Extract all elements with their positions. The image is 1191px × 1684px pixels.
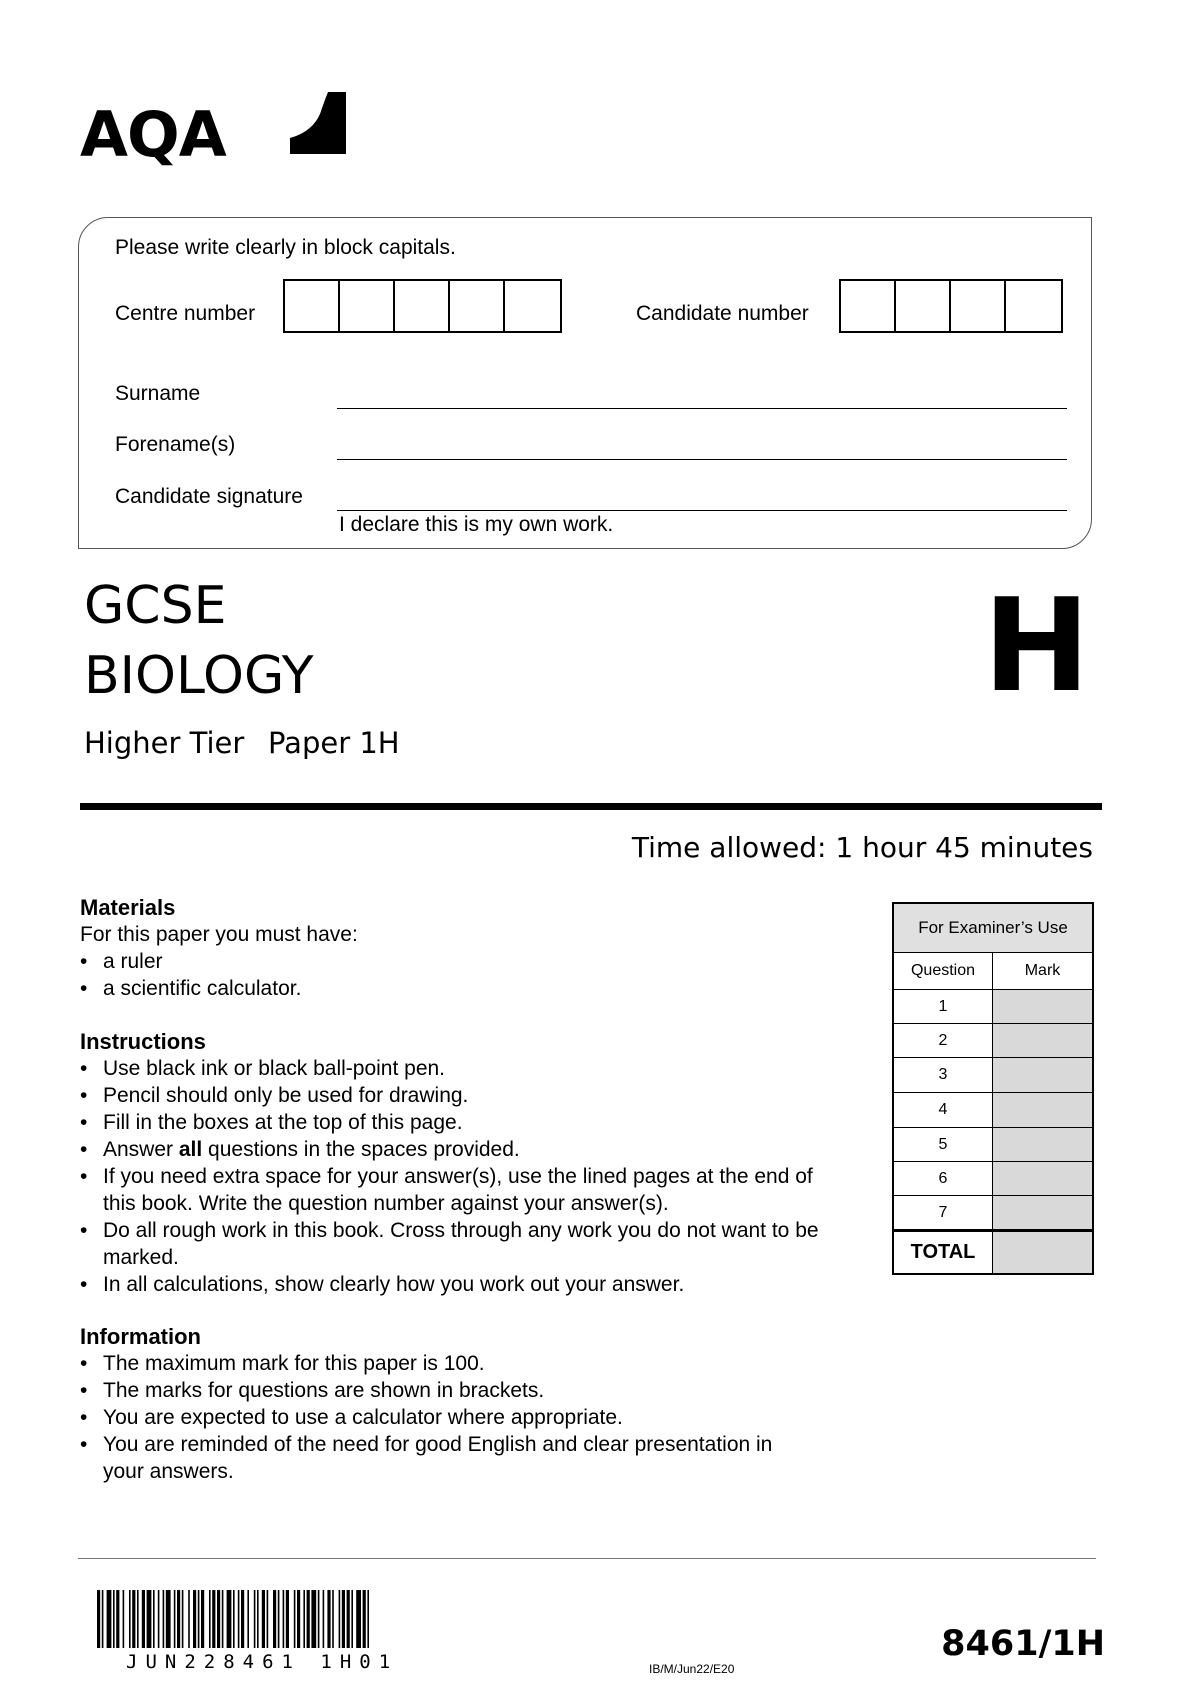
paper-code: 8461/1H [941,1624,1105,1664]
barcode-bar [107,1590,112,1648]
barcode-bar [351,1590,353,1648]
table-row [894,1162,1092,1196]
barcode-bar [188,1590,190,1648]
barcode-bar [311,1590,316,1648]
digit-box[interactable] [896,281,951,331]
barcode-bar [294,1590,296,1648]
barcode-text: JUN228461 1H01 [126,1651,399,1673]
barcode-bar [116,1590,119,1648]
barcode-bar [209,1590,211,1648]
barcode-bar [97,1590,100,1648]
barcode-bar [233,1590,235,1648]
declaration-text: I declare this is my own work. [339,513,614,536]
digit-box[interactable] [1006,281,1061,331]
information-item: • The marks for questions are shown in brackets. [80,1377,880,1404]
mark-cell[interactable] [993,1058,1092,1092]
digit-box[interactable] [951,281,1006,331]
candidate-details-box [78,217,1092,549]
barcode-bar [367,1590,369,1648]
mark-cell[interactable] [993,1024,1092,1057]
question-number: 5 [894,1128,993,1161]
paper-label: Paper 1H [268,726,400,760]
barcode-bar [307,1590,310,1648]
barcode-bar [182,1590,184,1648]
instruction-item: • In all calculations, show clearly how you work out your answer. [80,1271,870,1298]
barcode-bar [193,1590,196,1648]
barcode-bar [254,1590,256,1648]
table-row [894,1058,1092,1093]
barcode-bar [222,1590,224,1648]
barcode-bar [132,1590,135,1648]
question-number: 1 [894,990,993,1023]
barcode-bar [201,1590,204,1648]
barcode-bar [217,1590,220,1648]
instructions-section [80,1028,870,1298]
barcode-bar [283,1590,285,1648]
surname-label: Surname [115,382,201,405]
barcode-bar [356,1590,361,1648]
barcode-bar [286,1590,289,1648]
total-label: TOTAL [894,1232,993,1273]
digit-box[interactable] [285,281,340,331]
barcode-bar [153,1590,155,1648]
paper-reference: IB/M/Jun22/E20 [649,1662,735,1676]
barcode-bar [166,1590,171,1648]
barcode-bar [247,1590,249,1648]
mark-cell[interactable] [993,1162,1092,1195]
barcode-bar [241,1590,244,1648]
tier-label: Higher Tier [84,726,245,760]
tier-letter: H [983,572,1091,721]
barcode-bar [323,1590,325,1648]
table-row [894,1024,1092,1058]
centre-number-label: Centre number [115,302,256,325]
barcode-bar [198,1590,200,1648]
digit-box[interactable] [395,281,450,331]
barcode-bar [273,1590,276,1648]
mark-cell[interactable] [993,1196,1092,1229]
barcode-bar [267,1590,269,1648]
digit-box[interactable] [841,281,896,331]
examiner-use-table [892,902,1094,1275]
examiner-table-header-row [894,953,1092,990]
mark-cell[interactable] [993,1093,1092,1127]
examiner-table-heading: For Examiner’s Use [894,904,1092,953]
question-number: 2 [894,1024,993,1057]
barcode-bar [297,1590,300,1648]
table-row [894,990,1092,1024]
total-row [894,1230,1092,1273]
information-section [80,1323,880,1485]
instruction-item: • Answer all questions in the spaces provided. [80,1136,870,1163]
barcode-bar [332,1590,334,1648]
barcode-bar [342,1590,345,1648]
aqa-logo [80,92,350,192]
information-item: • The maximum mark for this paper is 100. [80,1350,880,1377]
forenames-line[interactable] [337,459,1067,460]
materials-item: • a ruler [80,948,880,975]
barcode-bar [113,1590,115,1648]
barcode-bar [262,1590,265,1648]
materials-heading: Materials [80,895,176,920]
barcode-bar [158,1590,160,1648]
instruction-item: • Fill in the boxes at the top of this page. [80,1109,870,1136]
barcode-bar [174,1590,176,1648]
barcode-bar [327,1590,330,1648]
digit-box[interactable] [340,281,395,331]
barcode-bar [177,1590,180,1648]
barcode-bar [212,1590,215,1648]
instruction-item: • Use black ink or black ball-point pen. [80,1055,870,1082]
question-number: 6 [894,1162,993,1195]
barcode-bar [363,1590,366,1648]
barcode-bar [163,1590,165,1648]
logo-text: AQA [80,98,226,171]
candidate-number-label: Candidate number [636,302,809,325]
aqa-leaf-icon [282,92,346,154]
barcode-bar [318,1590,320,1648]
barcode-icon [97,1590,507,1648]
mark-cell[interactable] [993,1128,1092,1161]
barcode-bar [257,1590,259,1648]
title-divider [80,803,1102,810]
question-number: 7 [894,1196,993,1229]
qualification-title: GCSE [84,576,227,636]
barcode-bar [227,1590,232,1648]
centre-number-boxes[interactable] [283,279,562,333]
instructions-heading: Instructions [80,1029,206,1054]
barcode-bar [129,1590,131,1648]
information-item: • You are expected to use a calculator where appropriate. [80,1404,880,1431]
candidate-number-boxes[interactable] [839,279,1063,333]
materials-item: • a scientific calculator. [80,975,880,1002]
instruction-item: • Pencil should only be used for drawing. [80,1082,870,1109]
information-item: • You are reminded of the need for good English and clear presentation in your answers. [80,1431,808,1485]
instruction-item: • Do all rough work in this book. Cross through any work you do not want to be marked. [80,1217,823,1271]
subject-title: BIOLOGY [84,646,314,706]
barcode-bar [303,1590,305,1648]
instruction-item: • If you need extra space for your answer(s), use the lined pages at the end of this book. Write the question number against your answer(s). [80,1163,848,1217]
barcode-bar [238,1590,240,1648]
barcode-bar [147,1590,152,1648]
question-number: 4 [894,1093,993,1127]
barcode-bar [123,1590,125,1648]
block-capitals-instruction: Please write clearly in block capitals. [115,236,456,259]
barcode-bar [339,1590,341,1648]
footer-divider [78,1558,1096,1559]
question-number: 3 [894,1058,993,1092]
table-row [894,1093,1092,1128]
materials-section [80,894,880,1002]
barcode-bar [102,1590,104,1648]
table-row [894,1128,1092,1162]
barcode-bar [278,1590,280,1648]
table-row [894,1196,1092,1230]
barcode-bar [137,1590,139,1648]
signature-label: Candidate signature [115,485,303,508]
materials-intro: For this paper you must have: [80,923,358,946]
forenames-label: Forename(s) [115,433,236,456]
time-allowed: Time allowed: 1 hour 45 minutes [631,831,1093,864]
surname-line[interactable] [337,408,1067,409]
digit-box[interactable] [450,281,505,331]
mark-cell[interactable] [993,990,1092,1023]
barcode-bar [347,1590,350,1648]
signature-line[interactable] [337,510,1067,511]
mark-column-header: Mark [993,953,1092,989]
digit-box[interactable] [505,281,560,331]
total-mark-cell[interactable] [993,1232,1092,1273]
information-heading: Information [80,1324,201,1349]
barcode-bar [142,1590,145,1648]
question-column-header: Question [894,953,993,989]
